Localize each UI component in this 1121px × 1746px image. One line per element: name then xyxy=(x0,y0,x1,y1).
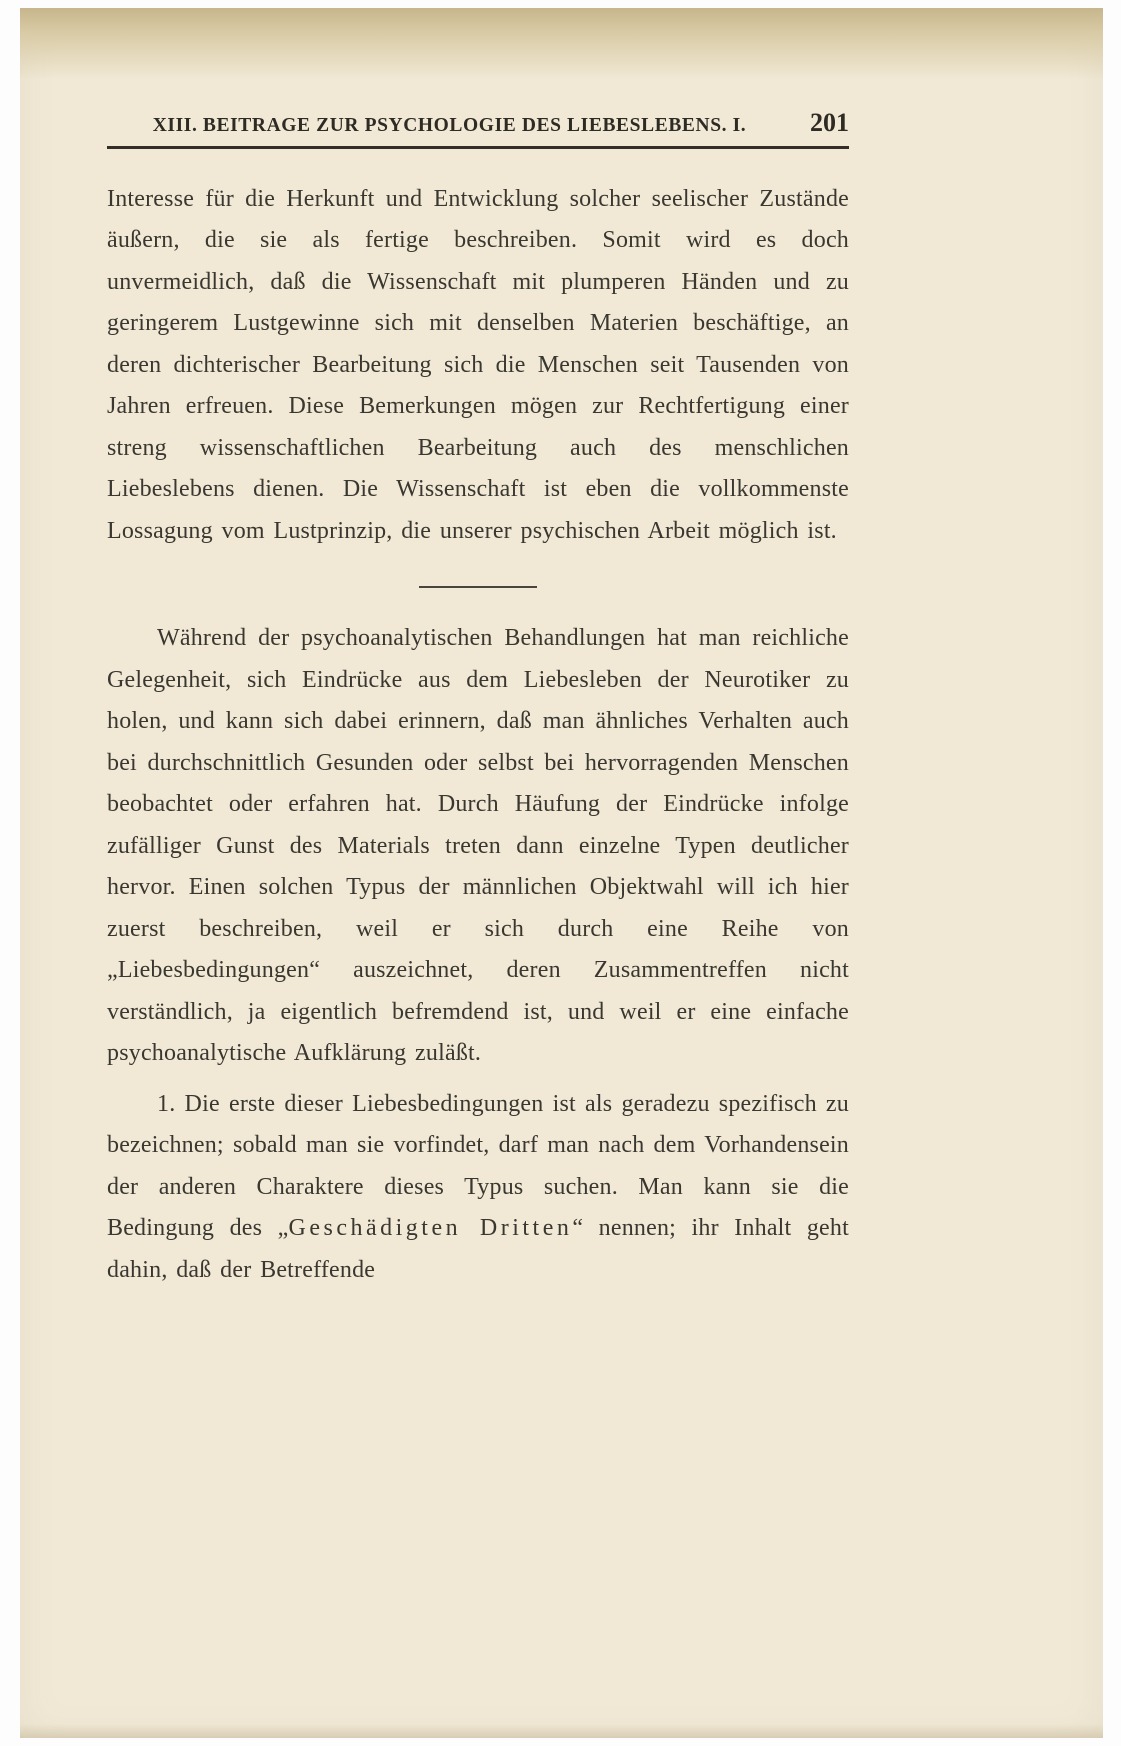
emphasis-geschaedigter-dritter: Geschädigten Dritten xyxy=(288,1215,573,1241)
body-text xyxy=(107,179,849,1292)
scan-page xyxy=(20,8,1103,1738)
page-header xyxy=(107,108,849,138)
page-content xyxy=(107,8,849,1291)
page-number: 201 xyxy=(810,108,849,137)
paragraph-3 xyxy=(107,1084,849,1292)
paragraph-1: Interesse für die Herkunft und Entwicklung solcher seelischer Zustände äußern, die sie als fertige beschreiben. Somit wird es doch unvermeidlich, daß die Wissenschaft mit plumperen Händen und zu geringerem Lustgewinne sich mit denselben Materien beschäftige, an deren dichterischer Bearbeitung sich die Menschen seit Tausenden von Jahren erfreuen. Diese Bemerkungen mögen zur Rechtfertigung einer streng wissenschaftlichen Bearbeitung auch des menschlichen Liebeslebens dienen. Die Wissenschaft ist eben die vollkommenste Lossagung vom Lustprinzip, die unserer psychischen Arbeit möglich ist. xyxy=(107,185,849,544)
header-rule xyxy=(107,146,849,149)
paragraph-3-text-before: 1. Die erste dieser Liebesbedingungen ist als geradezu spezifisch zu bezeichnen; sobald man sie vorfindet, darf man nach dem Vorhandensein der anderen Charaktere dieses Typus suchen. Man kann sie die Bedingung des „ xyxy=(107,1090,849,1241)
running-title: XIII. BEITRAGE ZUR PSYCHOLOGIE DES LIEBESLEBENS. I. xyxy=(152,115,747,136)
paragraph-3-text-after: “ nennen; ihr Inhalt geht dahin, daß der Betreffende xyxy=(107,1215,849,1283)
section-divider xyxy=(419,586,537,588)
paragraph-2: Während der psychoanalytischen Behandlungen hat man reichliche Gelegenheit, sich Eindrücke aus dem Liebesleben der Neurotiker zu holen, und kann sich dabei erinnern, daß man ähnliches Verhalten auch bei durchschnittlich Gesunden oder selbst bei hervorragenden Menschen beobachtet oder erfahren hat. Durch Häufung der Eindrücke infolge zufälliger Gunst des Materials treten dann einzelne Typen deutlicher hervor. Einen solchen Typus der männlichen Objektwahl will ich hier zuerst beschreiben, weil er sich durch eine Reihe von „Liebesbedingungen“ auszeichnet, deren Zusammentreffen nicht verständlich, ja eigentlich befremdend ist, und weil er eine einfache psychoanalytische Aufklärung zuläßt. xyxy=(107,625,849,1066)
